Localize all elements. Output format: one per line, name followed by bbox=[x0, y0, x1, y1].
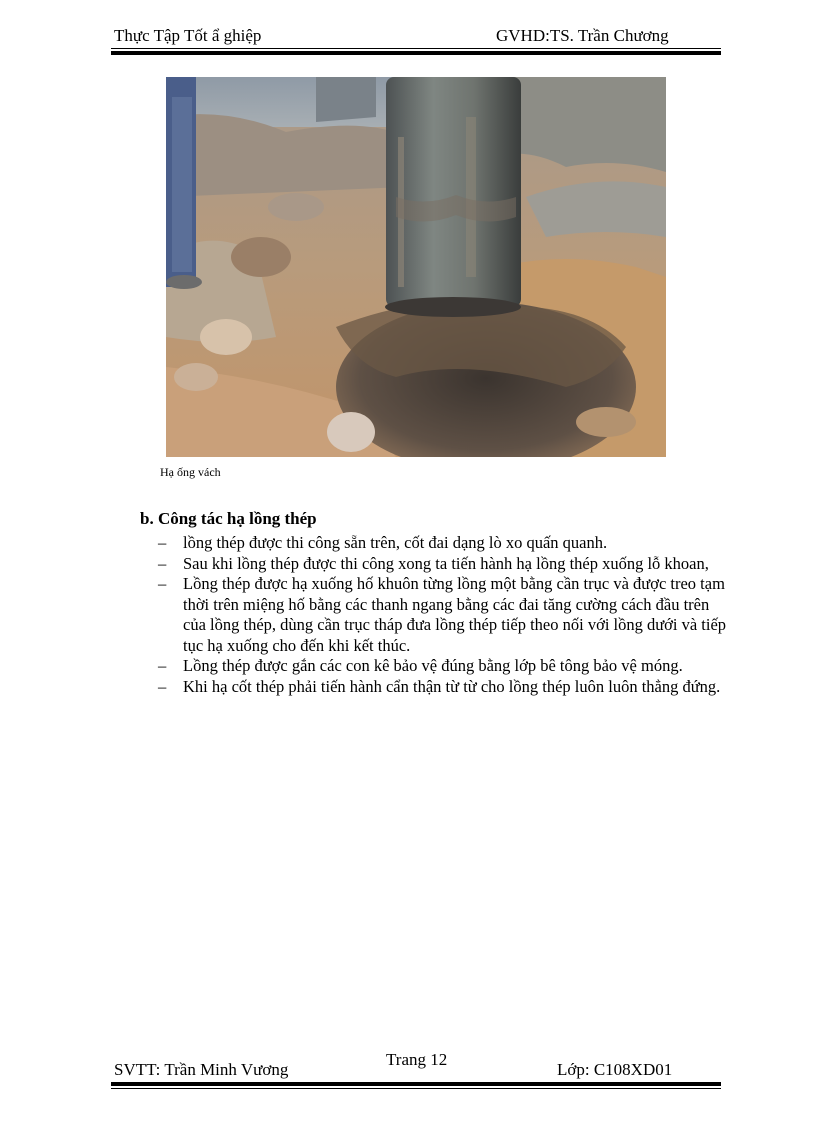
footer-right-text: Lớp: C108XD01 bbox=[557, 1060, 673, 1079]
list-item-text: Sau khi lồng thép được thi công xong ta tiến hành hạ lồng thép xuống lỗ khoan, bbox=[183, 553, 709, 573]
dash-bullet: – bbox=[158, 553, 167, 573]
header-left-text: Thực Tập Tốt ẩ ghiệp bbox=[114, 26, 262, 45]
section-heading: b. Công tác hạ lồng thép bbox=[140, 509, 317, 528]
dash-bullet: – bbox=[158, 574, 167, 593]
page-number: Trang 12 bbox=[386, 1050, 448, 1069]
figure-caption: Hạ ống vách bbox=[160, 465, 221, 479]
header-rule-thick bbox=[111, 51, 721, 55]
dash-bullet: – bbox=[158, 676, 167, 696]
list-item bbox=[140, 677, 730, 698]
list-item-text: Lồng thép được gắn các con kê bảo vệ đúng bằng lớp bê tông bảo vệ móng. bbox=[183, 656, 683, 675]
list-item bbox=[140, 554, 730, 575]
dash-bullet: – bbox=[158, 533, 167, 552]
bullet-list bbox=[140, 533, 730, 697]
construction-photo bbox=[166, 77, 666, 457]
footer-left-text: SVTT: Trần Minh Vương bbox=[114, 1060, 289, 1079]
footer-rule-thin bbox=[111, 1088, 721, 1089]
list-item bbox=[140, 574, 730, 656]
list-item-text: Khi hạ cốt thép phải tiến hành cẩn thận từ từ cho lồng thép luôn luôn thẳng đứng. bbox=[183, 676, 721, 696]
footer-rule-thick bbox=[111, 1082, 721, 1086]
header-right-text: GVHD:TS. Trần Chương bbox=[496, 26, 669, 45]
dash-bullet: – bbox=[158, 656, 167, 675]
header-rule-thin bbox=[111, 48, 721, 49]
list-item bbox=[140, 533, 730, 554]
list-item bbox=[140, 656, 730, 677]
list-item-text: Lồng thép được hạ xuống hố khuôn từng lồng một bằng cần trục và được treo tạm thời trên miệng hố bằng các thanh ngang bằng các đai tăng cường cách đầu trên của lồng thép, dùng cần trục tháp đưa lồng thép tiếp theo nối với lồng dưới và tiếp tục hạ xuống cho đến khi kết thúc. bbox=[183, 574, 727, 655]
list-item-text: lồng thép được thi công sẵn trên, cốt đai dạng lò xo quấn quanh. bbox=[183, 533, 608, 552]
